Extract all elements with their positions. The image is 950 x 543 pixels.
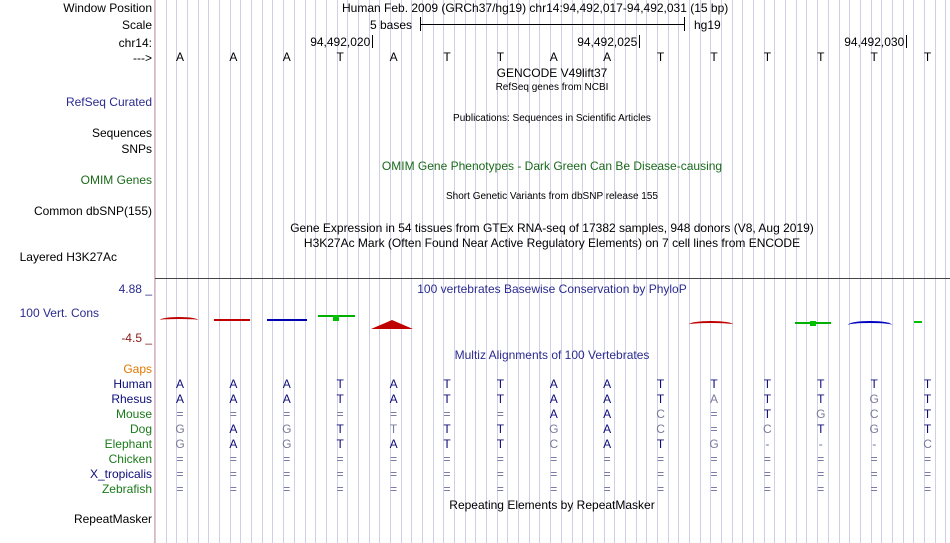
sequence-base: T	[763, 50, 772, 64]
alignment-base: A	[229, 437, 238, 451]
alignment-base: A	[709, 392, 719, 406]
alignment-base: =	[603, 467, 611, 481]
conservation-glyph	[689, 321, 733, 328]
refseq-curated-label[interactable]: RefSeq Curated	[65, 95, 152, 109]
alignment-base: C	[656, 407, 665, 421]
grid-line	[475, 0, 476, 543]
grid-line	[892, 0, 893, 543]
sequence-base: T	[870, 50, 878, 64]
grid-line	[326, 0, 327, 543]
alignment-base: A	[549, 377, 558, 391]
grid-line	[347, 0, 348, 543]
alignment-base: =	[229, 467, 237, 481]
sequence-base: T	[496, 50, 505, 64]
layered-h3k27ac-label[interactable]: Layered H3K27Ac	[19, 250, 117, 264]
conservation-glyph	[214, 319, 250, 321]
alignment-base: =	[817, 482, 825, 496]
alignment-base: T	[923, 407, 932, 421]
phylop-min-value: -4.5 _	[121, 331, 152, 345]
gtex-title[interactable]: Gene Expression in 54 tissues from GTEx RNA-seq of 17382 samples, 948 donors (V8, Aug 2019)	[290, 221, 814, 235]
grid-line	[433, 0, 434, 543]
alignment-base: A	[603, 437, 612, 451]
alignment-base: A	[603, 422, 612, 436]
alignment-base: T	[389, 422, 398, 436]
grid-line	[636, 0, 637, 543]
alignment-base: A	[282, 377, 291, 391]
alignment-base: A	[282, 392, 291, 406]
alignment-base: T	[656, 392, 665, 406]
ruler-tick	[372, 35, 373, 48]
grid-line	[700, 0, 701, 543]
alignment-base: =	[443, 407, 451, 421]
alignment-base: =	[710, 422, 718, 436]
grid-line	[849, 0, 850, 543]
alignment-base: =	[336, 452, 344, 466]
alignment-base: =	[336, 467, 344, 481]
alignment-base: C	[763, 422, 772, 436]
alignment-base: =	[390, 467, 398, 481]
alignment-base: T	[443, 377, 451, 391]
species-label[interactable]: Human	[113, 377, 152, 391]
scale-bar	[420, 24, 684, 25]
alignment-base: T	[656, 437, 665, 451]
alignment-base: =	[924, 452, 932, 466]
alignment-base: T	[923, 422, 932, 436]
alignment-base: =	[817, 467, 825, 481]
alignment-base: T	[656, 377, 665, 391]
alignment-base: T	[336, 392, 344, 406]
alignment-base: =	[763, 482, 771, 496]
grid-line	[614, 0, 615, 543]
alignment-base: T	[336, 422, 344, 436]
alignment-base: T	[496, 392, 505, 406]
alignment-base: G	[709, 437, 719, 451]
grid-line	[358, 0, 359, 543]
scale-bar-left-tick	[420, 17, 421, 31]
alignment-base: T	[710, 377, 718, 391]
alignment-base: =	[710, 467, 718, 481]
grid-line	[240, 0, 241, 543]
grid-line	[935, 0, 936, 543]
h3k27-title[interactable]: H3K27Ac Mark (Often Found Near Active Regulatory Elements) on 7 cell lines from ENCODE	[303, 236, 801, 250]
scale-assembly-text: hg19	[694, 18, 721, 32]
conservation-glyph	[160, 317, 198, 323]
sequence-base: T	[817, 50, 825, 64]
sequence-base: A	[175, 50, 185, 64]
alignment-base: G	[549, 422, 559, 436]
ruler-position-label: 94,492,020	[310, 35, 371, 49]
alignment-base: =	[870, 452, 878, 466]
alignment-base: =	[763, 452, 771, 466]
alignment-base: =	[176, 482, 184, 496]
alignment-base: T	[923, 377, 932, 391]
alignment-base: =	[283, 482, 291, 496]
alignment-base: =	[390, 407, 398, 421]
alignment-base: =	[710, 452, 718, 466]
alignment-base: T	[443, 422, 451, 436]
alignment-base: =	[657, 482, 665, 496]
alignment-base: C	[869, 407, 879, 421]
grid-line	[796, 0, 797, 543]
grid-line	[913, 0, 914, 543]
grid-line	[219, 0, 220, 543]
alignment-base: A	[549, 407, 558, 421]
grid-line	[411, 0, 412, 543]
scale-label: Scale	[121, 18, 152, 32]
alignment-base: G	[175, 422, 185, 436]
grid-line	[454, 0, 455, 543]
window-position-text: Human Feb. 2009 (GRCh37/hg19) chr14:94,492,017-94,492,031 (15 bp)	[342, 1, 729, 15]
grid-line	[305, 0, 306, 543]
alignment-base: T	[817, 422, 825, 436]
conservation-glyph	[810, 321, 816, 326]
alignment-base: =	[496, 452, 504, 466]
phylop-max-value: 4.88 _	[118, 282, 152, 296]
alignment-base: T	[443, 437, 451, 451]
alignment-base: A	[389, 377, 398, 391]
species-label[interactable]: Dog	[129, 422, 152, 436]
alignment-base: -	[765, 437, 770, 451]
alignment-base: =	[870, 467, 878, 481]
sequence-base: A	[282, 50, 291, 64]
common-dbsnp-label[interactable]: Common dbSNP(155)	[33, 204, 152, 218]
alignment-base: A	[603, 407, 612, 421]
grid-line	[369, 0, 370, 543]
repeatmasker-label[interactable]: RepeatMasker	[73, 512, 152, 526]
alignment-base: =	[443, 452, 451, 466]
phylop-title[interactable]: 100 vertebrates Basewise Conservation by PhyloP	[417, 282, 687, 296]
alignment-base: G	[869, 392, 879, 406]
alignment-base: C	[656, 422, 665, 436]
dbsnp-title[interactable]: Short Genetic Variants from dbSNP release 155	[446, 191, 658, 202]
alignment-base: T	[496, 422, 505, 436]
alignment-base: =	[336, 407, 344, 421]
alignment-base: =	[283, 452, 291, 466]
grid-line	[721, 0, 722, 543]
sequence-base: T	[443, 50, 451, 64]
grid-line	[155, 0, 156, 543]
alignment-base: T	[763, 377, 772, 391]
alignment-base: A	[603, 377, 612, 391]
alignment-base: =	[710, 407, 718, 421]
alignment-base: A	[175, 377, 185, 391]
alignment-base: T	[817, 377, 825, 391]
multiz-title[interactable]: Multiz Alignments of 100 Vertebrates	[454, 348, 650, 362]
species-label[interactable]: Mouse	[115, 407, 152, 421]
sequence-base: T	[923, 50, 932, 64]
alignment-base: =	[283, 467, 291, 481]
ruler-tick	[906, 35, 907, 48]
alignment-base: =	[283, 407, 291, 421]
alignment-base: G	[282, 422, 292, 436]
alignment-base: A	[229, 392, 238, 406]
omim-genes-label[interactable]: OMIM Genes	[80, 173, 152, 187]
alignment-base: =	[443, 467, 451, 481]
alignment-base: T	[763, 392, 772, 406]
alignment-base: =	[763, 467, 771, 481]
alignment-base: =	[550, 467, 558, 481]
alignment-base: =	[657, 467, 665, 481]
grid-line	[689, 0, 690, 543]
refseq-subtitle[interactable]: RefSeq genes from NCBI	[495, 82, 609, 93]
grid-line	[422, 0, 423, 543]
alignment-base: T	[443, 392, 451, 406]
scale-bases-text: 5 bases	[370, 18, 413, 32]
grid-line	[860, 0, 861, 543]
grid-line	[379, 0, 380, 543]
alignment-base: =	[817, 452, 825, 466]
grid-line	[198, 0, 199, 543]
grid-line	[945, 0, 946, 543]
sequence-base: A	[603, 50, 612, 64]
alignment-base: =	[229, 407, 237, 421]
grid-line	[806, 0, 807, 543]
grid-line	[646, 0, 647, 543]
sequence-base: A	[389, 50, 398, 64]
ruler-tick	[639, 35, 640, 48]
alignment-base: A	[389, 392, 398, 406]
species-label[interactable]: Chicken	[108, 452, 152, 466]
conservation-glyph	[914, 321, 922, 323]
grid-line	[262, 0, 263, 543]
grid-line	[903, 0, 904, 543]
alignment-base: =	[336, 482, 344, 496]
publications-title[interactable]: Publications: Sequences in Scientific Articles	[453, 113, 651, 124]
alignment-base: C	[923, 437, 932, 451]
alignment-base: T	[336, 437, 344, 451]
grid-line	[881, 0, 882, 543]
grid-line	[315, 0, 316, 543]
alignment-base: A	[549, 392, 558, 406]
grid-line	[294, 0, 295, 543]
grid-line	[742, 0, 743, 543]
species-label[interactable]: Gaps	[123, 362, 152, 376]
alignment-base: =	[550, 482, 558, 496]
alignment-base: =	[710, 482, 718, 496]
strand-label: --->	[133, 51, 152, 65]
alignment-base: A	[603, 392, 612, 406]
grid-line	[401, 0, 402, 543]
grid-line	[753, 0, 754, 543]
100-vert-cons-label[interactable]: 100 Vert. Cons	[19, 306, 99, 320]
snps-label[interactable]: SNPs	[121, 142, 152, 156]
alignment-base: -	[818, 437, 823, 451]
alignment-base: T	[923, 392, 932, 406]
alignment-base: =	[176, 407, 184, 421]
grid-line	[668, 0, 669, 543]
species-label[interactable]: Elephant	[104, 437, 152, 451]
alignment-base: A	[175, 392, 185, 406]
grid-line	[465, 0, 466, 543]
species-label[interactable]: Rhesus	[111, 392, 152, 406]
chrom-label: chr14:	[118, 36, 152, 50]
alignment-base: =	[496, 482, 504, 496]
alignment-base: A	[229, 377, 238, 391]
track-separator	[155, 278, 950, 279]
sequence-base: T	[710, 50, 718, 64]
sequences-label[interactable]: Sequences	[91, 126, 152, 140]
repeatmasker-title[interactable]: Repeating Elements by RepeatMasker	[449, 498, 655, 512]
window-position-label: Window Position	[63, 1, 152, 15]
alignment-base: G	[175, 437, 185, 451]
alignment-base: =	[870, 482, 878, 496]
alignment-base: =	[390, 482, 398, 496]
conservation-glyph	[848, 321, 892, 329]
omim-title[interactable]: OMIM Gene Phenotypes - Dark Green Can Be Disease-causing	[381, 159, 723, 173]
grid-line	[828, 0, 829, 543]
grid-line	[166, 0, 167, 543]
grid-line	[732, 0, 733, 543]
species-label[interactable]: X_tropicalis	[89, 467, 152, 481]
alignment-base: =	[924, 482, 932, 496]
alignment-base: =	[496, 467, 504, 481]
conservation-glyph	[371, 320, 413, 329]
alignment-base: A	[389, 437, 398, 451]
grid-line	[785, 0, 786, 543]
alignment-base: =	[390, 452, 398, 466]
alignment-base: =	[229, 482, 237, 496]
gencode-title[interactable]: GENCODE V49lift37	[496, 66, 608, 80]
grid-line	[251, 0, 252, 543]
alignment-base: =	[176, 452, 184, 466]
conservation-glyph	[333, 315, 339, 321]
alignment-base: =	[603, 452, 611, 466]
alignment-base: T	[763, 407, 772, 421]
alignment-base: =	[176, 467, 184, 481]
alignment-base: T	[496, 437, 505, 451]
grid-line	[678, 0, 679, 543]
alignment-base: T	[336, 377, 344, 391]
grid-line	[774, 0, 775, 543]
alignment-base: C	[549, 437, 559, 451]
sequence-base: T	[336, 50, 344, 64]
alignment-base: =	[924, 467, 932, 481]
alignment-base: =	[657, 452, 665, 466]
alignment-base: -	[872, 437, 877, 451]
alignment-base: G	[282, 437, 292, 451]
sequence-base: T	[656, 50, 665, 64]
grid-line	[272, 0, 273, 543]
conservation-glyph	[267, 319, 307, 321]
grid-line	[486, 0, 487, 543]
species-label[interactable]: Zebrafish	[101, 482, 152, 496]
alignment-base: T	[817, 392, 825, 406]
ruler-position-label: 94,492,025	[577, 35, 638, 49]
track-label-column	[0, 0, 154, 543]
alignment-base: =	[229, 452, 237, 466]
scale-bar-right-tick	[684, 17, 685, 31]
alignment-base: T	[870, 377, 878, 391]
sequence-base: A	[229, 50, 238, 64]
grid-line	[208, 0, 209, 543]
grid-line	[625, 0, 626, 543]
alignment-base: G	[869, 422, 879, 436]
alignment-base: =	[603, 482, 611, 496]
alignment-base: A	[229, 422, 238, 436]
alignment-base: =	[550, 452, 558, 466]
ruler-position-label: 94,492,030	[844, 35, 905, 49]
alignment-base: T	[496, 377, 505, 391]
alignment-base: G	[816, 407, 826, 421]
alignment-base: =	[443, 482, 451, 496]
grid-line	[839, 0, 840, 543]
grid-line	[187, 0, 188, 543]
sequence-base: A	[549, 50, 558, 64]
alignment-base: =	[496, 407, 504, 421]
